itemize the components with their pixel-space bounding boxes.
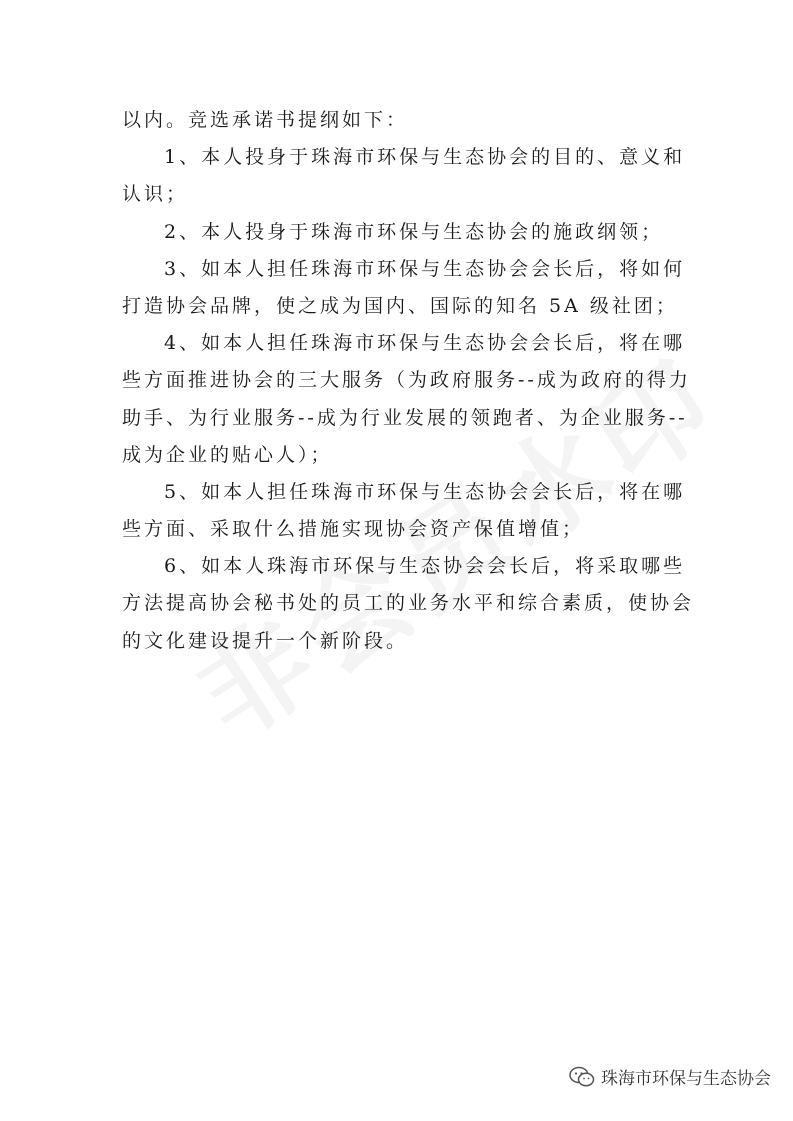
text-line: 6、如本人珠海市环保与生态协会会长后，将采取哪些 — [164, 555, 686, 578]
text-line: 3、如本人担任珠海市环保与生态协会会长后，将如何 — [164, 257, 686, 280]
text-line: 些方面推进协会的三大服务（为政府服务--成为政府的得力 — [122, 369, 691, 392]
text-line: 2、本人投身于珠海市环保与生态协会的施政纲领； — [164, 220, 664, 243]
text-line: 4、如本人担任珠海市环保与生态协会会长后，将在哪 — [164, 332, 686, 355]
text-line: 以内。竞选承诺书提纲如下： — [122, 109, 409, 131]
text-line: 些方面、采取什么措施实现协会资产保值增值； — [122, 518, 585, 541]
document-body — [122, 102, 695, 660]
text-line: 方法提高协会秘书处的员工的业务水平和综合素质，使协会 — [122, 592, 695, 615]
text-line: 1、本人投身于珠海市环保与生态协会的目的、意义和 — [164, 146, 686, 169]
text-line: 助手、为行业服务--成为行业发展的领跑者、为企业服务-- — [122, 406, 688, 429]
text-line: 成为企业的贴心人）； — [122, 443, 333, 466]
text-line: 5、如本人担任珠海市环保与生态协会会长后，将在哪 — [164, 480, 686, 503]
source-name: 珠海市环保与生态协会 — [601, 1069, 771, 1089]
text-line: 的文化建设提升一个新阶段。 — [122, 629, 409, 652]
source-footer — [569, 1064, 771, 1089]
text-line: 认识； — [122, 183, 189, 206]
text-line: 打造协会品牌，使之成为国内、国际的知名 5A 级社团； — [122, 294, 678, 317]
wechat-icon — [569, 1066, 595, 1088]
